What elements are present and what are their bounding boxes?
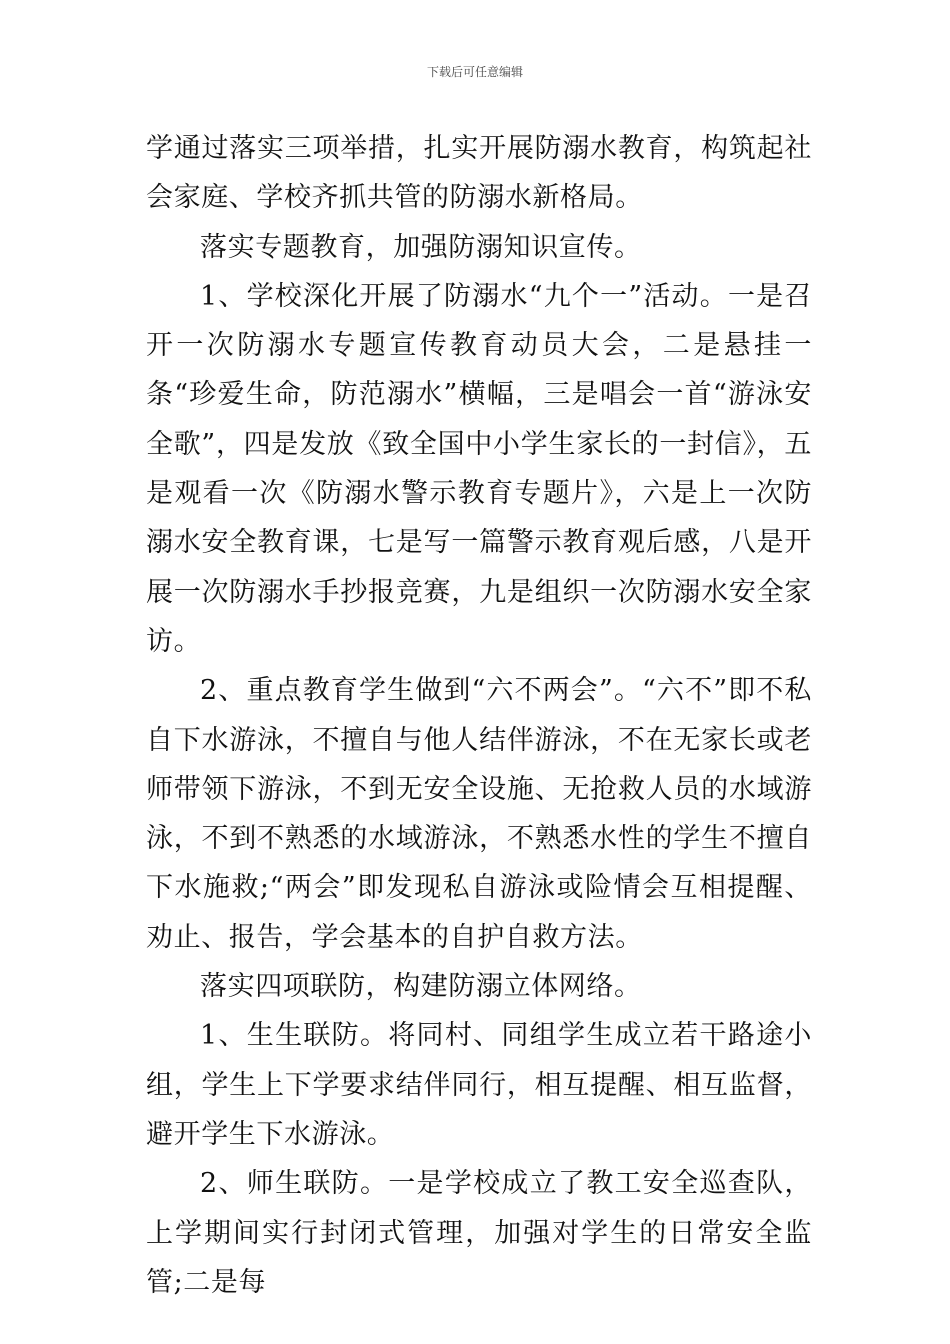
paragraph-teacher-student-joint-defense: 2、师生联防。一是学校成立了教工安全巡查队，上学期间实行封闭式管理，加强对学生的日常安全监管;二是每 <box>146 1168 812 1298</box>
document-body <box>146 124 812 1307</box>
paragraph-continuation: 学通过落实三项举措，扎实开展防溺水教育，构筑起社会家庭、学校齐抓共管的防溺水新格局。 <box>146 133 812 214</box>
paragraph-six-nos-two-abilities: 2、重点教育学生做到“六不两会”。“六不”即不私自下水游泳，不擅自与他人结伴游泳，不在无家长或老师带领下游泳，不到无安全设施、无抢救人员的水域游泳，不到不熟悉的水域游泳，不熟悉水性的学生不擅自下水施救;“两会”即发现私自游泳或险情会互相提醒、劝止、报告，学会基本的自护自救方法。 <box>146 675 812 953</box>
paragraph-student-joint-defense: 1、生生联防。将同村、同组学生成立若干路途小组，学生上下学要求结伴同行，相互提醒、相互监督，避开学生下水游泳。 <box>146 1020 812 1150</box>
section-heading-four-joint-defense: 落实四项联防，构建防溺立体网络。 <box>200 971 642 1003</box>
page-header-note: 下载后可任意编辑 <box>426 65 523 79</box>
paragraph-nine-ones-activity: 1、学校深化开展了防溺水“九个一”活动。一是召开一次防溺水专题宣传教育动员大会，二是悬挂一条“珍爱生命，防范溺水”横幅，三是唱会一首“游泳安全歌”，四是发放《致全国中小学生家长的一封信》，五是观看一次《防溺水警示教育专题片》，六是上一次防溺水安全教育课，七是写一篇警示教育观后感，八是开展一次防溺水手抄报竞赛，九是组织一次防溺水安全家访。 <box>146 280 812 657</box>
section-heading-topic-education: 落实专题教育，加强防溺知识宣传。 <box>200 231 642 263</box>
